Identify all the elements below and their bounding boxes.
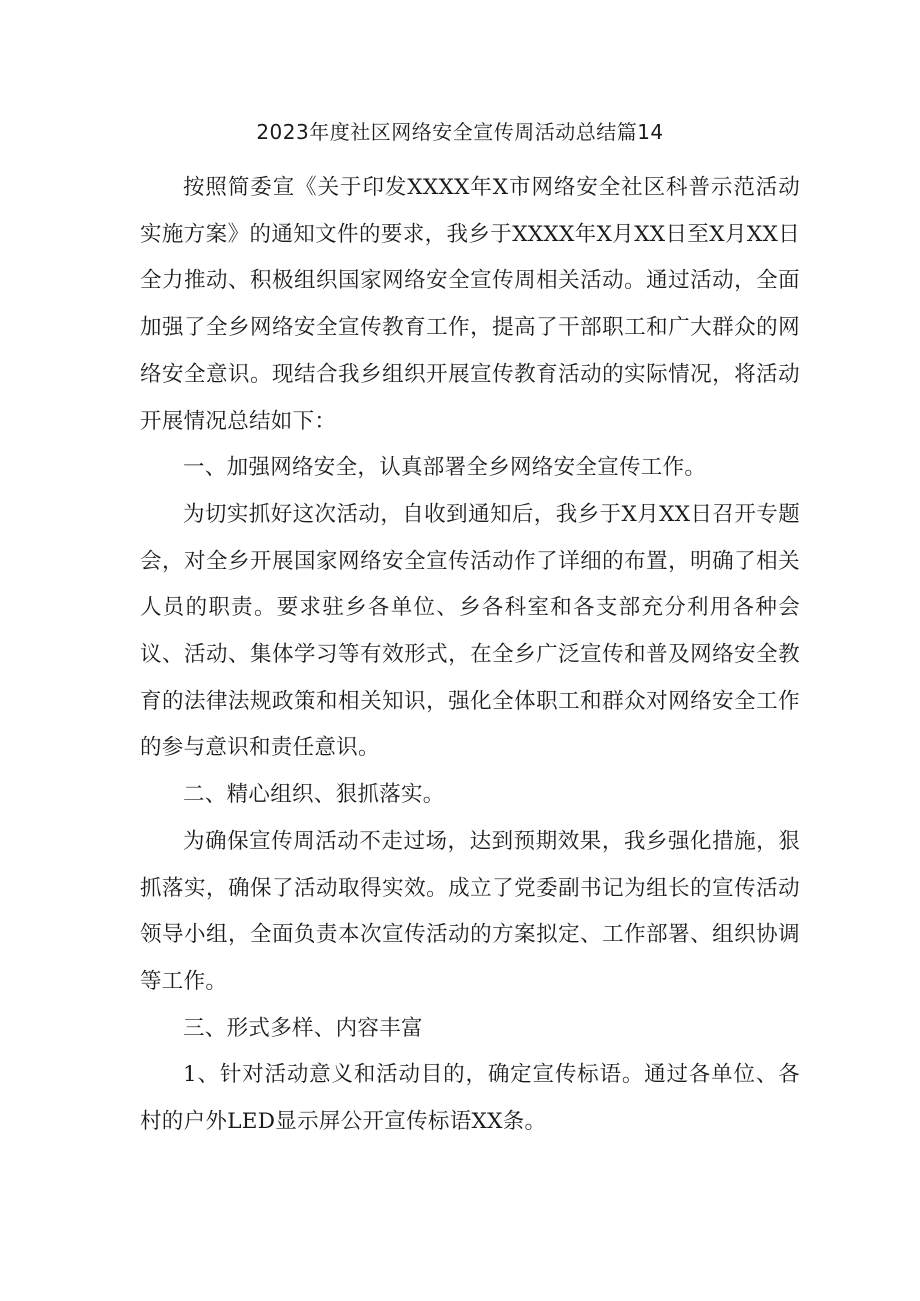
paragraph-section-1: 为切实抓好这次活动，自收到通知后，我乡于X月XX日召开专题会，对全乡开展国家网络安全宣传活动作了详细的布置，明确了相关人员的职责。要求驻乡各单位、乡各科室和各支部充分利用各种会议、活动、集体学习等有效形式，在全乡广泛宣传和普及网络安全教育的法律法规政策和相关知识，强化全体职工和群众对网络安全工作的参与意识和责任意识。	[140, 501, 800, 761]
section-heading-2: 二、精心组织、狠抓落实。	[183, 782, 445, 808]
paragraph-section-2: 为确保宣传周活动不走过场，达到预期效果，我乡强化措施，狠抓落实，确保了活动取得实效。成立了党委副书记为组长的宣传活动领导小组，全面负责本次宣传活动的方案拟定、工作部署、组织协调等工作。	[140, 828, 800, 994]
section-heading-1: 一、加强网络安全，认真部署全乡网络安全宣传工作。	[183, 455, 707, 481]
paragraph-section-3-item-1: 1、针对活动意义和活动目的，确定宣传标语。通过各单位、各村的户外LED显示屏公开宣传标语XX条。	[140, 1062, 800, 1135]
document-body	[140, 165, 800, 1146]
paragraph-intro: 按照简委宣《关于印发XXXX年X市网络安全社区科普示范活动实施方案》的通知文件的要求，我乡于XXXX年X月XX日至X月XX日全力推动、积极组织国家网络安全宣传周相关活动。通过活动，全面加强了全乡网络安全宣传教育工作，提高了干部职工和广大群众的网络安全意识。现结合我乡组织开展宣传教育活动的实际情况，将活动开展情况总结如下：	[140, 175, 800, 434]
document-title: 2023年度社区网络安全宣传周活动总结篇14	[256, 120, 664, 144]
section-heading-3: 三、形式多样、内容丰富	[183, 1015, 423, 1041]
